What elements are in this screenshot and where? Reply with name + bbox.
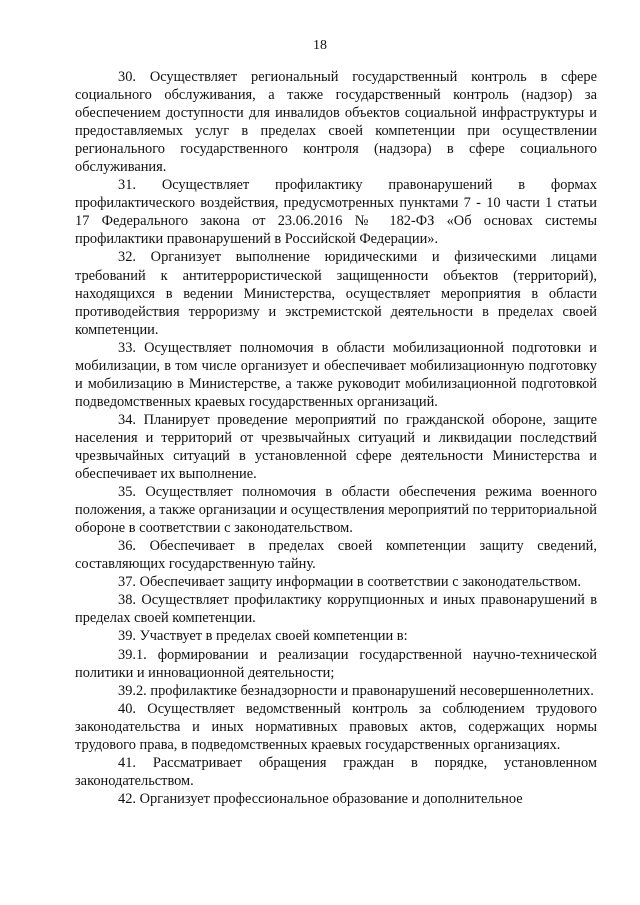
paragraph-39-1: 39.1. формировании и реализации государственной научно-технической политики и инновационной деятельности; bbox=[75, 646, 597, 681]
paragraph-34: 34. Планирует проведение мероприятий по гражданской обороне, защите населения и территорий от чрезвычайных ситуаций и ликвидации последствий чрезвычайных ситуаций в установленной сфере деятельности Министерства и обеспечивает их выполнение. bbox=[75, 411, 597, 483]
paragraph-35: 35. Осуществляет полномочия в области обеспечения режима военного положения, а также организации и осуществления мероприятий по территориальной обороне в соответствии с законодательством. bbox=[75, 484, 597, 537]
paragraph-37: 37. Обеспечивает защиту информации в соответствии с законодательством. bbox=[118, 574, 581, 591]
paragraph-38: 38. Осуществляет профилактику коррупционных и иных правонарушений в пределах своей компетенции. bbox=[75, 592, 597, 627]
paragraph-42: 42. Организует профессиональное образование и дополнительное bbox=[118, 790, 523, 807]
paragraph-33: 33. Осуществляет полномочия в области мобилизационной подготовки и мобилизации, в том числе организует и обеспечивает мобилизационную подготовку и мобилизацию в Министерстве, а также руководит мобилизационной подготовкой подведомственных краевых государственных организаций. bbox=[75, 339, 597, 410]
paragraph-39: 39. Участвует в пределах своей компетенции в: bbox=[118, 628, 408, 645]
paragraph-41: 41. Рассматривает обращения граждан в порядке, установленном законодательством. bbox=[75, 754, 597, 789]
paragraph-30: 30. Осуществляет региональный государственный контроль в сфере социального обслуживания, а также государственный контроль (надзор) за обеспечением доступности для инвалидов объектов социальной инфраструктуры и предоставляемых услуг в пределах своей компетенции при осуществлении регионального государственного контроля (надзора) в сфере социального обслуживания. bbox=[75, 69, 597, 176]
paragraph-39-2: 39.2. профилактике безнадзорности и правонарушений несовершеннолетних. bbox=[118, 682, 594, 699]
paragraph-36: 36. Обеспечивает в пределах своей компетенции защиту сведений, составляющих государственную тайну. bbox=[75, 538, 597, 573]
page-number: 18 bbox=[313, 38, 327, 53]
paragraph-32: 32. Организует выполнение юридическими и физическими лицами требований к антитеррористической защищенности объектов (территорий), находящихся в ведении Министерства, осуществляет мероприятия в области противодействия терроризму и экстремистской деятельности в пределах своей компетенции. bbox=[75, 249, 597, 338]
paragraph-31: 31. Осуществляет профилактику правонарушений в формах профилактического воздействия, предусмотренных пунктами 7 - 10 части 1 статьи 17 Федерального закона от 23.06.2016 № 182-ФЗ «Об основах системы профилактики правонарушений в Российской Федерации». bbox=[75, 177, 597, 248]
paragraph-40: 40. Осуществляет ведомственный контроль за соблюдением трудового законодательства и иных нормативных правовых актов, содержащих нормы трудового права, в подведомственных краевых государственных организациях. bbox=[75, 700, 597, 753]
document-body bbox=[75, 68, 597, 808]
